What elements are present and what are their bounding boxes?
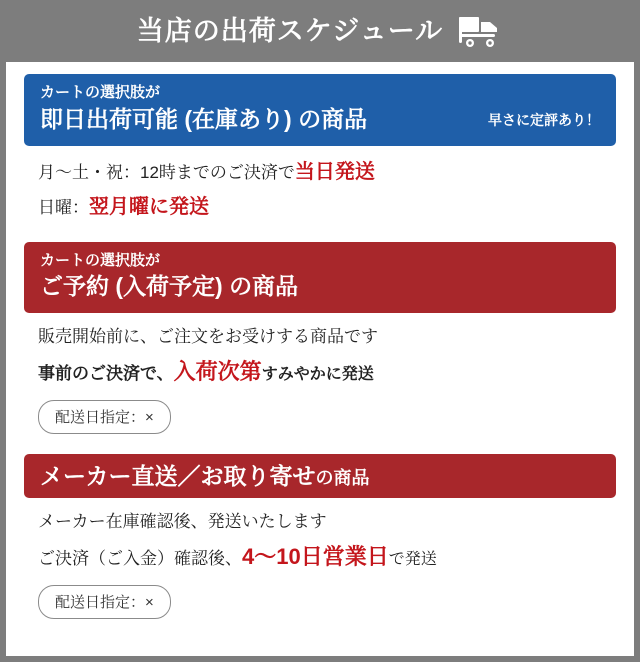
detail-lead: 月〜土・祝：12時までのご決済で	[38, 162, 295, 182]
detail-line	[38, 325, 602, 350]
section-title-reservation: ご予約 (入荷予定) の商品	[40, 273, 299, 300]
delivery-date-badge: 配送日指定：×	[38, 585, 171, 619]
detail-lead: 日曜：	[38, 197, 89, 217]
section-header-in-stock	[24, 74, 616, 146]
section-details-reservation	[24, 313, 616, 438]
section-note-in-stock: 早さに定評あり！	[488, 111, 600, 128]
section-title-main: メーカー直送／お取り寄せ	[40, 462, 316, 489]
detail-lead: 販売開始前に、ご注文をお受けする商品です	[38, 327, 378, 346]
section-title-in-stock: 即日出荷可能 (在庫あり) の商品	[40, 105, 368, 132]
section-header-reservation	[24, 242, 616, 314]
detail-lead: メーカー在庫確認後、発送いたします	[38, 512, 327, 532]
detail-lead: 事前のご決済で、	[38, 363, 174, 383]
detail-lead: ご決済（ご入金）確認後、	[38, 548, 242, 568]
detail-emphasis: 4〜10日営業日	[242, 543, 389, 569]
detail-line	[38, 356, 602, 388]
detail-line	[38, 158, 602, 187]
section-title-direct-shipping	[40, 462, 370, 491]
section-header-direct-shipping	[24, 454, 616, 499]
schedule-content	[6, 62, 634, 656]
section-details-direct-shipping	[24, 498, 616, 623]
header-bar	[0, 0, 640, 62]
detail-line	[38, 541, 602, 573]
delivery-truck-icon	[457, 14, 503, 48]
detail-emphasis: 当日発送	[294, 160, 375, 183]
section-title-tail: の商品	[315, 467, 370, 488]
page-title: 当店の出荷スケジュール	[136, 15, 444, 46]
detail-line	[38, 193, 602, 222]
section-sublabel-reservation: カートの選択肢が	[40, 251, 161, 269]
section-details-in-stock	[24, 146, 616, 232]
detail-emphasis: 翌月曜に発送	[89, 195, 209, 218]
detail-emphasis: 入荷次第	[173, 358, 262, 384]
section-sublabel-in-stock: カートの選択肢が	[40, 84, 161, 101]
detail-tail: で発送	[388, 550, 437, 568]
delivery-date-badge: 配送日指定：×	[38, 400, 171, 434]
detail-line	[38, 510, 602, 535]
detail-tail: すみやかに発送	[261, 365, 374, 383]
